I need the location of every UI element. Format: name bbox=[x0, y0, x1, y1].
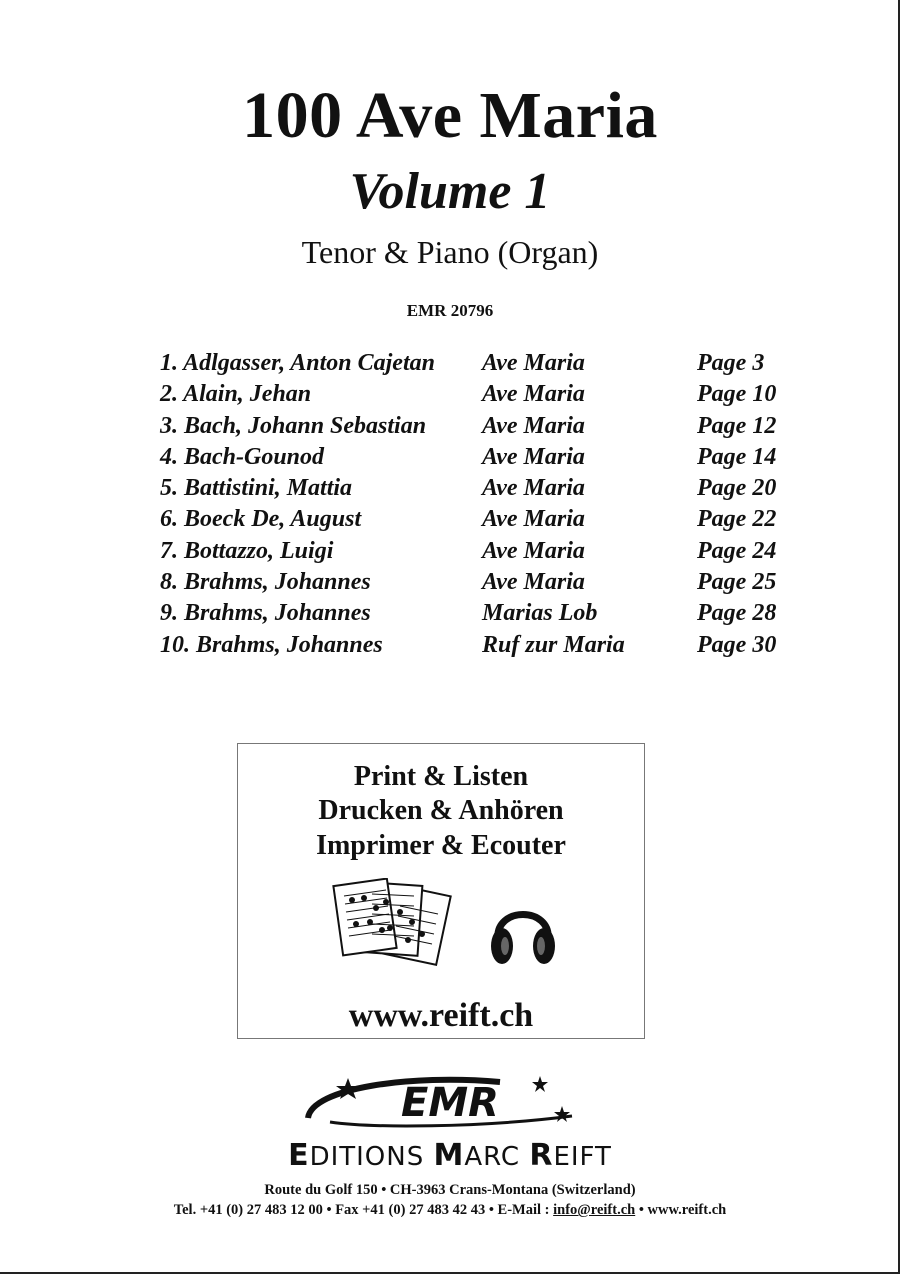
composer: 6. Boeck De, August bbox=[160, 506, 362, 533]
instrumentation: Tenor & Piano (Organ) bbox=[301, 234, 599, 270]
sheet-music-icon bbox=[330, 878, 460, 970]
page-ref: Page 3 bbox=[697, 350, 765, 376]
publisher-name: EDITIONS MARC REIFT bbox=[288, 1138, 612, 1173]
promo-line-fr: Imprimer & Ecouter bbox=[316, 830, 566, 861]
composer: 10. Brahms, Johannes bbox=[160, 631, 383, 658]
piece-title: Ave Maria bbox=[482, 443, 585, 470]
composer: 2. Alain, Jehan bbox=[160, 381, 312, 408]
piece-title: Ave Maria bbox=[482, 569, 585, 596]
promo-line-de: Drucken & Anhören bbox=[318, 795, 564, 826]
composer: 1. Adlgasser, Anton Cajetan bbox=[160, 350, 435, 376]
piece-title: Ave Maria bbox=[482, 475, 585, 502]
page-ref: Page 30 bbox=[697, 631, 777, 658]
piece-title: Ave Maria bbox=[482, 381, 585, 408]
publisher-address: Route du Golf 150 • CH-3963 Crans-Montana (Switzerland) bbox=[264, 1182, 636, 1198]
piece-title: Ave Maria bbox=[482, 412, 585, 439]
page-ref: Page 25 bbox=[697, 569, 777, 596]
composer: 7. Bottazzo, Luigi bbox=[160, 537, 334, 564]
composer: 8. Brahms, Johannes bbox=[160, 569, 371, 596]
print-listen-box bbox=[237, 743, 645, 1039]
emr-logo bbox=[300, 1072, 580, 1132]
toc-row bbox=[160, 598, 820, 629]
toc-row bbox=[160, 442, 820, 473]
toc-row bbox=[160, 411, 820, 442]
promo-line-en: Print & Listen bbox=[353, 761, 529, 792]
logo-text: EMR bbox=[401, 1080, 499, 1126]
composer: 3. Bach, Johann Sebastian bbox=[160, 412, 427, 439]
composer: 5. Battistini, Mattia bbox=[160, 475, 353, 502]
toc-row bbox=[160, 379, 820, 410]
promo-url[interactable]: www.reift.ch bbox=[348, 997, 534, 1034]
volume-label: Volume 1 bbox=[349, 163, 551, 220]
catalog-code: EMR 20796 bbox=[406, 301, 494, 320]
page-ref: Page 12 bbox=[697, 412, 777, 439]
page-title: 100 Ave Maria bbox=[242, 79, 658, 152]
composer: 9. Brahms, Johannes bbox=[160, 600, 371, 627]
toc-row bbox=[160, 348, 820, 379]
piece-title: Marias Lob bbox=[482, 600, 598, 627]
toc-row bbox=[160, 473, 820, 504]
page-ref: Page 14 bbox=[697, 443, 777, 470]
toc-row bbox=[160, 567, 820, 598]
piece-title: Ave Maria bbox=[482, 350, 585, 376]
email-link[interactable]: info@reift.ch bbox=[553, 1202, 636, 1218]
table-of-contents bbox=[160, 348, 820, 661]
toc-row bbox=[160, 504, 820, 535]
page-ref: Page 20 bbox=[697, 475, 777, 502]
page-ref: Page 24 bbox=[697, 537, 777, 564]
toc-row bbox=[160, 630, 820, 661]
publisher-contact: Tel. +41 (0) 27 483 12 00 • Fax +41 (0) 27 483 42 43 • E-Mail : info@reift.ch • www.reift.ch bbox=[173, 1202, 727, 1218]
page-ref: Page 22 bbox=[697, 506, 777, 533]
page-ref: Page 10 bbox=[697, 381, 777, 408]
toc-row bbox=[160, 536, 820, 567]
piece-title: Ave Maria bbox=[482, 506, 585, 533]
page-ref: Page 28 bbox=[697, 600, 777, 627]
piece-title: Ruf zur Maria bbox=[482, 631, 625, 658]
piece-title: Ave Maria bbox=[482, 537, 585, 564]
headphones-icon bbox=[488, 896, 558, 970]
composer: 4. Bach-Gounod bbox=[160, 443, 325, 470]
